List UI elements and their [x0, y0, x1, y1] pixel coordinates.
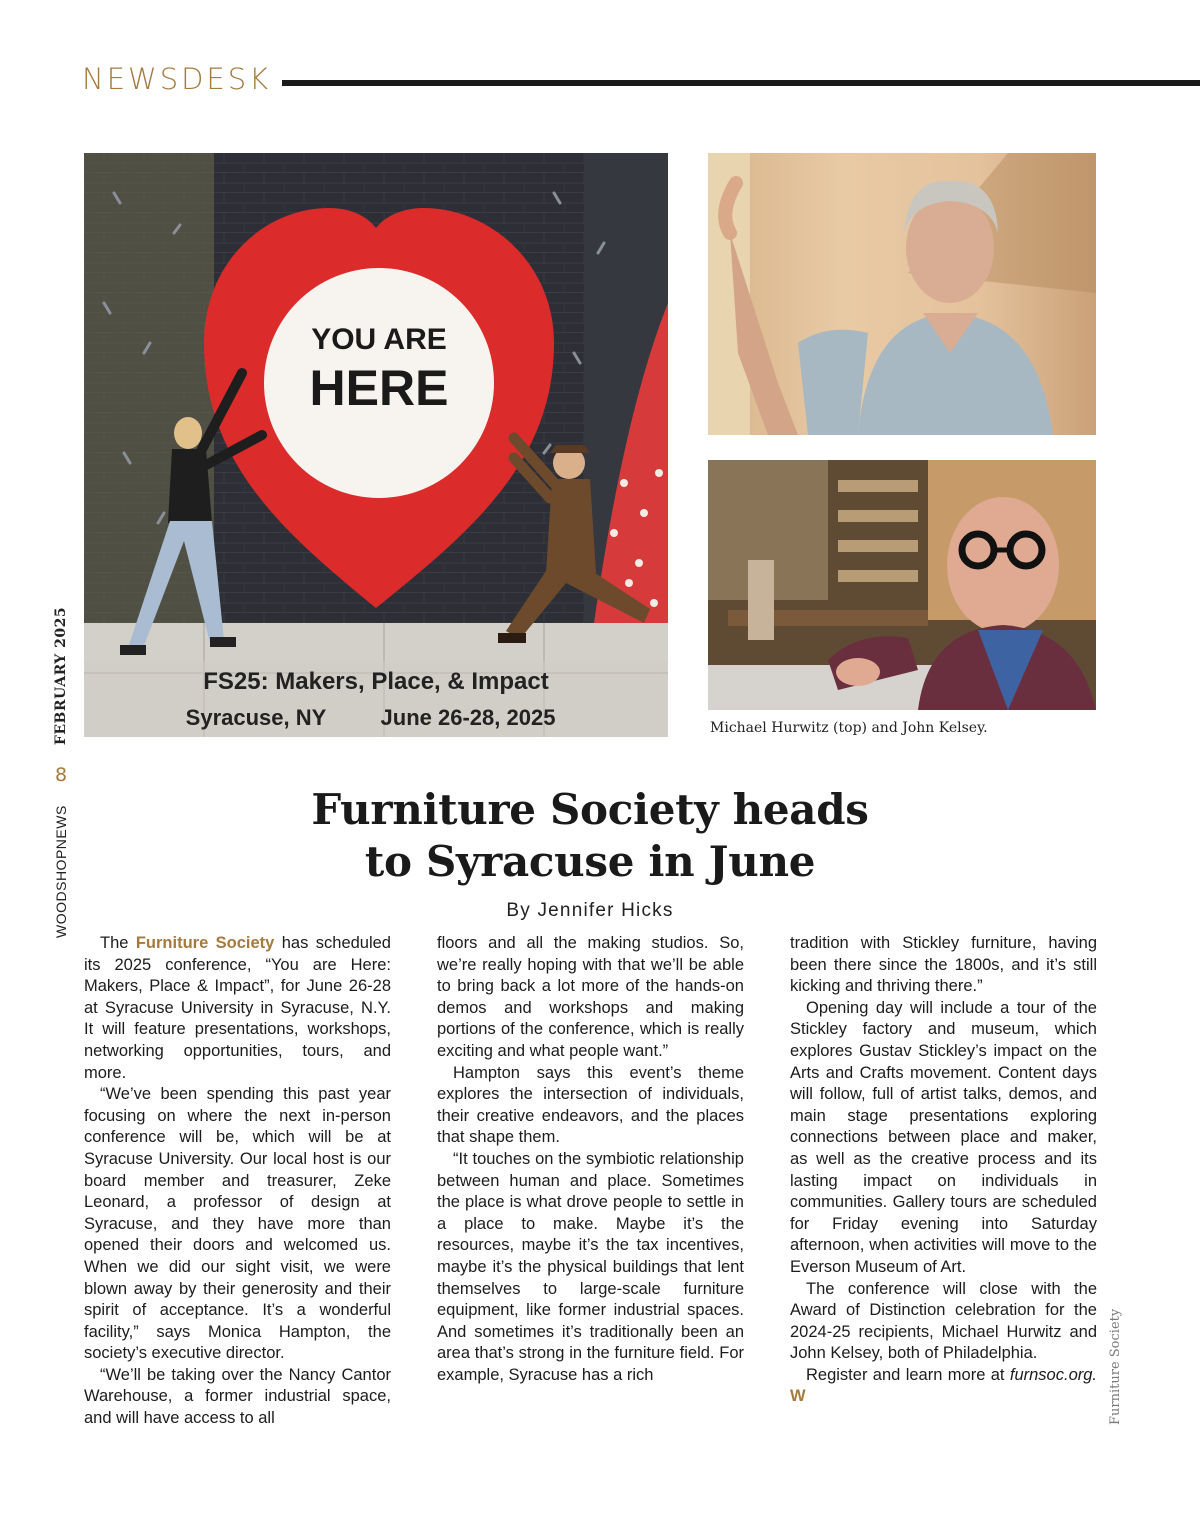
headline-line-1: Furniture Society heads	[311, 785, 869, 834]
photo-caption: Michael Hurwitz (top) and John Kelsey.	[710, 720, 988, 736]
paragraph	[84, 933, 391, 1084]
portrait-illustration-top	[708, 153, 1096, 435]
portrait-michael-hurwitz	[708, 153, 1096, 435]
end-mark: W	[790, 1387, 806, 1406]
sign-line-2: HERE	[309, 360, 449, 416]
section-rule	[282, 80, 1200, 86]
paragraph	[790, 1365, 1097, 1408]
organization-link: Furniture Society	[135, 934, 275, 952]
paragraph: Hampton says this event’s theme explores the intersection of individuals, their creative endeavors, and the places that shape them.	[437, 1063, 744, 1147]
article-column-2	[437, 933, 744, 1386]
paragraph: floors and all the making studios. So, we’re really hoping with that we’ll be able to bring back a lot more of the hands-on demos and workshops and making portions of the conference, which is really exciting and what people want.”	[437, 934, 744, 1060]
section-label: NEWSDESK	[82, 62, 272, 96]
website-link[interactable]: furnsoc.org.	[1009, 1365, 1097, 1384]
portrait-john-kelsey	[708, 460, 1096, 710]
sign-line-1: YOU ARE	[311, 323, 447, 356]
photo-credit: Furniture Society	[1108, 1308, 1123, 1425]
text-run: The	[100, 934, 136, 952]
paragraph: “It touches on the symbiotic relationship between human and place. Sometimes the place is what drove people to settle in a place to make. Maybe it’s the resources, maybe it’s the tax incentives, maybe it’s the physical buildings that lent themselves to large-scale furniture equipment, like former industrial spaces. And sometimes it’s traditionally been an area that’s strong in the furniture field. For example, Syracuse has a rich	[437, 1149, 744, 1384]
paragraph: tradition with Stickley furniture, having been there since the 1800s, and it’s still kicking and thriving there.”	[790, 934, 1097, 996]
page-number: 8	[54, 764, 68, 787]
mural-photo	[84, 153, 668, 737]
page-folio	[50, 607, 72, 938]
portrait-illustration-bottom	[708, 460, 1096, 710]
paragraph: “We’ll be taking over the Nancy Cantor Warehouse, a former industrial space, and will have access to all	[84, 1365, 391, 1428]
headline-line-2: to Syracuse in June	[364, 837, 816, 886]
byline: By Jennifer Hicks	[506, 900, 674, 921]
article-headline	[84, 784, 1096, 888]
issue-date: FEBRUARY 2025	[53, 606, 69, 746]
mural-location: Syracuse, NY	[185, 705, 327, 730]
paragraph: Opening day will include a tour of the Stickley factory and museum, which explores Gustav Stickley’s impact on the Arts and Crafts movement. Content days will follow, full of artist talks, demos, and main stage presentations exploring connections between place and maker, as well as the creative process and its lasting impact on individuals in communities. Gallery tours are scheduled for Friday evening into Saturday afternoon, when activities will move to the Everson Museum of Art.	[790, 998, 1097, 1276]
text-run: Register and learn more at	[806, 1365, 1010, 1384]
mural-event-line: FS25: Makers, Place, & Impact	[203, 668, 549, 695]
article-column-1	[84, 933, 391, 1430]
paragraph: “We’ve been spending this past year focusing on where the next in-person conference will be, which will be at Syracuse University. Our local host is our board member and treasurer, Zeke Leonard, a professor of design at Syracuse, and they have more than opened their doors and welcomed us. When we did our sight visit, we were blown away by their generosity and their spirit of acceptance. It’s a wonderful facility,” says Monica Hampton, the society’s executive director.	[84, 1085, 391, 1363]
section-header	[82, 60, 1200, 104]
mural-dates: June 26-28, 2025	[380, 705, 556, 730]
publication-name: WOODSHOPNEWS	[53, 805, 69, 938]
paragraph: The conference will close with the Award of Distinction celebration for the 2024-25 recipients, Michael Hurwitz and John Kelsey, both of Philadelphia.	[790, 1279, 1097, 1363]
article-column-3	[790, 933, 1097, 1408]
text-run: has scheduled its 2025 conference, “You are Here: Makers, Place & Impact”, for June 26-28 at Syracuse University in Syracuse, N.Y. It will feature presentations, workshops, networking opportunities, tours, and more.	[84, 934, 391, 1082]
mural-illustration	[84, 153, 668, 737]
